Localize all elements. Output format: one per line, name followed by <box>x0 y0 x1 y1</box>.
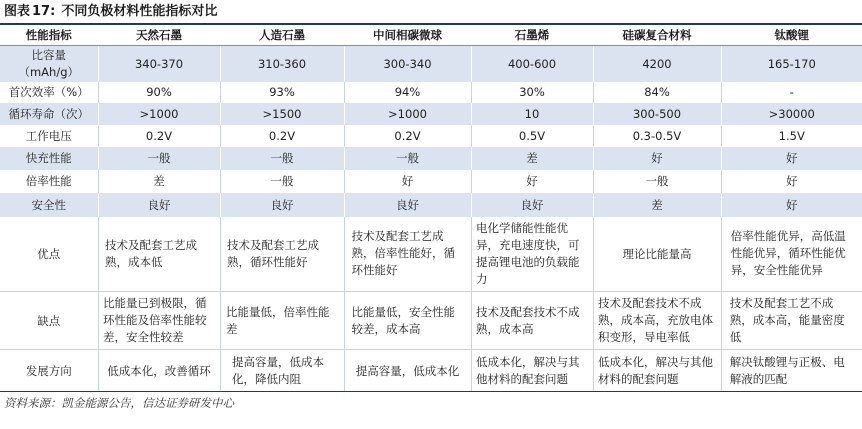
table-cell-text: 低成本化，解决与其他材料的配套问题 <box>598 354 713 386</box>
row-label <box>0 46 98 82</box>
table-cell: - <box>721 82 862 103</box>
header-cell: 性能指标 <box>0 25 98 46</box>
header-cell: 钛酸锂 <box>721 25 862 46</box>
table-cell-text: 低成本化，解决与其他材料的配套问题 <box>476 354 580 386</box>
table-cell <box>471 292 593 350</box>
table-row <box>0 147 862 170</box>
table-cell <box>98 292 220 350</box>
table-cell: 84% <box>593 82 721 103</box>
table-cell: 良好 <box>471 193 593 217</box>
table-cell: 好 <box>593 147 721 170</box>
table-cell: 30% <box>471 82 593 103</box>
table-cell: 165-170 <box>721 46 862 82</box>
table-cell-text: 提高容量，低成本化，降低内阻 <box>232 354 324 386</box>
table-cell-text: 倍率性能优异，高低温性能优异，循环性能优异，安全性能优异 <box>730 229 846 278</box>
table-cell: 一般 <box>220 170 344 193</box>
table-cell <box>721 350 862 392</box>
table-cell: >1500 <box>220 103 344 125</box>
table-cell: 4200 <box>593 46 721 82</box>
table-cell <box>220 350 344 392</box>
table-cell <box>98 217 220 292</box>
source-note: 资料来源：凯金能源公告，信达证券研发中心 <box>4 396 234 410</box>
table-cell: 0.2V <box>344 125 471 147</box>
table-cell: >1000 <box>98 103 220 125</box>
table-row <box>0 193 862 217</box>
table-cell: 340-370 <box>98 46 220 82</box>
header-cell: 天然石墨 <box>98 25 220 46</box>
bottom-rule <box>0 391 862 392</box>
row-label: 发展方向 <box>0 350 98 392</box>
table-cell: 提高容量，低成本化 <box>344 350 471 392</box>
table-row <box>0 350 862 392</box>
table-cell-text: 比能量低，安全性能较差，成本高 <box>351 304 455 336</box>
table-cell: 一般 <box>344 147 471 170</box>
table-cell: 10 <box>471 103 593 125</box>
header-row <box>0 25 862 46</box>
row-label: 缺点 <box>0 292 98 350</box>
table-cell: 93% <box>220 82 344 103</box>
figure-label: 图表 <box>4 4 31 19</box>
table-cell: 94% <box>344 82 471 103</box>
table-cell <box>593 350 721 392</box>
table-cell <box>721 217 862 292</box>
table-cell <box>471 350 593 392</box>
table-row <box>0 82 862 103</box>
table-cell: 300-340 <box>344 46 471 82</box>
table-cell: 0.5V <box>471 125 593 147</box>
table-cell: 90% <box>98 82 220 103</box>
row-label-text: 比容量（mAh/g） <box>18 47 80 79</box>
table-cell: 0.3-0.5V <box>593 125 721 147</box>
figure-number: 17: <box>32 4 56 19</box>
table-cell-text: 比能量已到极限，循环性能及倍率性能较差，安全性较差 <box>103 296 207 344</box>
table-cell: 1.5V <box>721 125 862 147</box>
table-cell: >1000 <box>344 103 471 125</box>
row-label: 首次效率（%） <box>0 82 98 103</box>
table-row <box>0 292 862 350</box>
table-cell: 差 <box>471 147 593 170</box>
table-cell-text: 技术及配套工艺成熟，倍率性能好，循环性能好 <box>351 229 455 278</box>
table-cell <box>344 292 471 350</box>
table-cell <box>220 217 344 292</box>
table-cell: 差 <box>593 193 721 217</box>
table-cell: 310-360 <box>220 46 344 82</box>
table-cell: 一般 <box>593 170 721 193</box>
row-label: 安全性 <box>0 193 98 217</box>
table-cell: 良好 <box>220 193 344 217</box>
table-row <box>0 46 862 82</box>
header-cell: 人造石墨 <box>220 25 344 46</box>
header-cell: 硅碳复合材料 <box>593 25 721 46</box>
figure-title-text: 不同负极材料性能指标对比 <box>61 4 218 19</box>
table-cell: 良好 <box>98 193 220 217</box>
comparison-table <box>0 25 862 392</box>
table-cell: >30000 <box>721 103 862 125</box>
table-cell: 理论比能量高 <box>593 217 721 292</box>
table-cell-text: 技术及配套工艺不成熟，成本高，能量密度低 <box>729 296 845 344</box>
table-cell-text: 解决钛酸锂与正极、电解液的匹配 <box>729 354 845 386</box>
table-cell: 一般 <box>220 147 344 170</box>
table-row <box>0 103 862 125</box>
header-cell: 中间相碳微球 <box>344 25 471 46</box>
table-cell: 好 <box>721 170 862 193</box>
table-cell-text: 技术及配套技术不成熟，成本高，充放电体积变形，导电率低 <box>598 296 713 344</box>
table-cell: 300-500 <box>593 103 721 125</box>
table-cell: 低成本化，改善循环 <box>98 350 220 392</box>
table-row <box>0 125 862 147</box>
table-cell: 0.2V <box>220 125 344 147</box>
table-cell <box>721 292 862 350</box>
table-cell: 好 <box>344 170 471 193</box>
table-cell <box>593 292 721 350</box>
table-row <box>0 217 862 292</box>
table-row <box>0 170 862 193</box>
table-cell-text: 电化学储能性能优异，充电速度快，可提高锂电池的负载能力 <box>476 220 580 286</box>
table-cell-text: 技术及配套工艺成熟，成本低 <box>105 237 197 269</box>
header-cell: 石墨烯 <box>471 25 593 46</box>
table-cell-text: 技术及配套工艺成熟，循环性能好 <box>227 237 319 269</box>
table-cell-text: 技术及配套技术不成熟，成本高 <box>476 304 580 336</box>
row-label: 快充性能 <box>0 147 98 170</box>
table-cell: 400-600 <box>471 46 593 82</box>
table-cell: 差 <box>98 170 220 193</box>
row-label: 循环寿命（次） <box>0 103 98 125</box>
table-cell: 好 <box>721 147 862 170</box>
row-label: 倍率性能 <box>0 170 98 193</box>
table-cell <box>471 217 593 292</box>
table-cell <box>220 292 344 350</box>
table-cell: 好 <box>471 170 593 193</box>
table-cell: 一般 <box>98 147 220 170</box>
table-cell: 0.2V <box>98 125 220 147</box>
table-cell: 良好 <box>344 193 471 217</box>
row-label: 优点 <box>0 217 98 292</box>
row-label: 工作电压 <box>0 125 98 147</box>
table-cell <box>344 217 471 292</box>
table-cell-text: 比能量低，倍率性能差 <box>226 304 330 336</box>
figure-title <box>4 2 217 22</box>
table-cell: 好 <box>721 193 862 217</box>
